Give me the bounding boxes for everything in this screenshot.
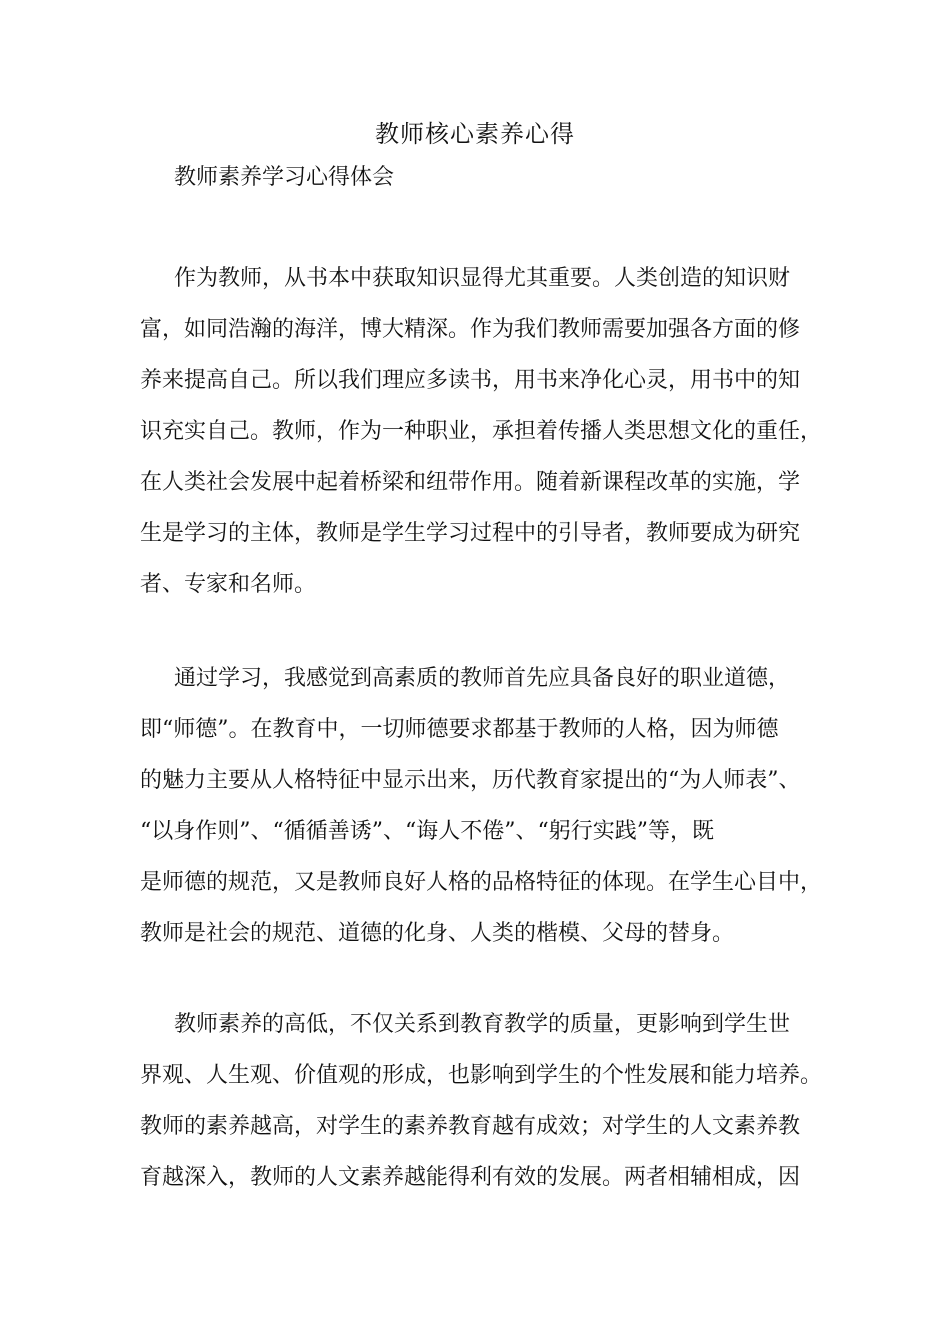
paragraph-line: 者、专家和名师。: [140, 572, 317, 597]
paragraph-line: 通过学习，我感觉到高素质的教师首先应具备良好的职业道德，: [174, 666, 791, 691]
paragraph-line: “以身作则”、“循循善诱”、“诲人不倦”、“躬行实践”等，既: [140, 819, 714, 844]
paragraph-3: [140, 999, 830, 1203]
paragraph-line: 在人类社会发展中起着桥梁和纽带作用。随着新课程改革的实施，学: [140, 470, 801, 495]
paragraph-line: 识充实自己。教师，作为一种职业，承担着传播人类思想文化的重任，: [140, 419, 823, 444]
document-subtitle: 教师素养学习心得体会: [174, 165, 395, 190]
paragraph-line: 教师素养的高低，不仅关系到教育教学的质量，更影响到学生世: [174, 1012, 791, 1037]
paragraph-2: [140, 653, 830, 959]
document-title: 教师核心素养心得: [375, 120, 575, 148]
paragraph-line: 作为教师，从书本中获取知识显得尤其重要。人类创造的知识财: [174, 266, 791, 291]
paragraph-line: 富，如同浩瀚的海洋，博大精深。作为我们教师需要加强各方面的修: [140, 317, 801, 342]
paragraph-line: 是师德的规范，又是教师良好人格的品格特征的体现。在学生心目中，: [140, 870, 823, 895]
paragraph-line: 养来提高自己。所以我们理应多读书，用书来净化心灵，用书中的知: [140, 368, 801, 393]
paragraph-line: 教师的素养越高，对学生的素养教育越有成效；对学生的人文素养教: [140, 1114, 801, 1139]
paragraph-line: 生是学习的主体，教师是学生学习过程中的引导者，教师要成为研究: [140, 521, 801, 546]
paragraph-line: 育越深入，教师的人文素养越能得利有效的发展。两者相辅相成，因: [140, 1165, 801, 1190]
paragraph-line: 界观、人生观、价值观的形成，也影响到学生的个性发展和能力培养。: [140, 1063, 823, 1088]
paragraph-line: 即“师德”。在教育中，一切师德要求都基于教师的人格，因为师德: [140, 717, 779, 742]
paragraph-line: 的魅力主要从人格特征中显示出来，历代教育家提出的“为人师表”、: [140, 768, 801, 793]
paragraph-1: [140, 253, 830, 610]
paragraph-line: 教师是社会的规范、道德的化身、人类的楷模、父母的替身。: [140, 921, 735, 946]
